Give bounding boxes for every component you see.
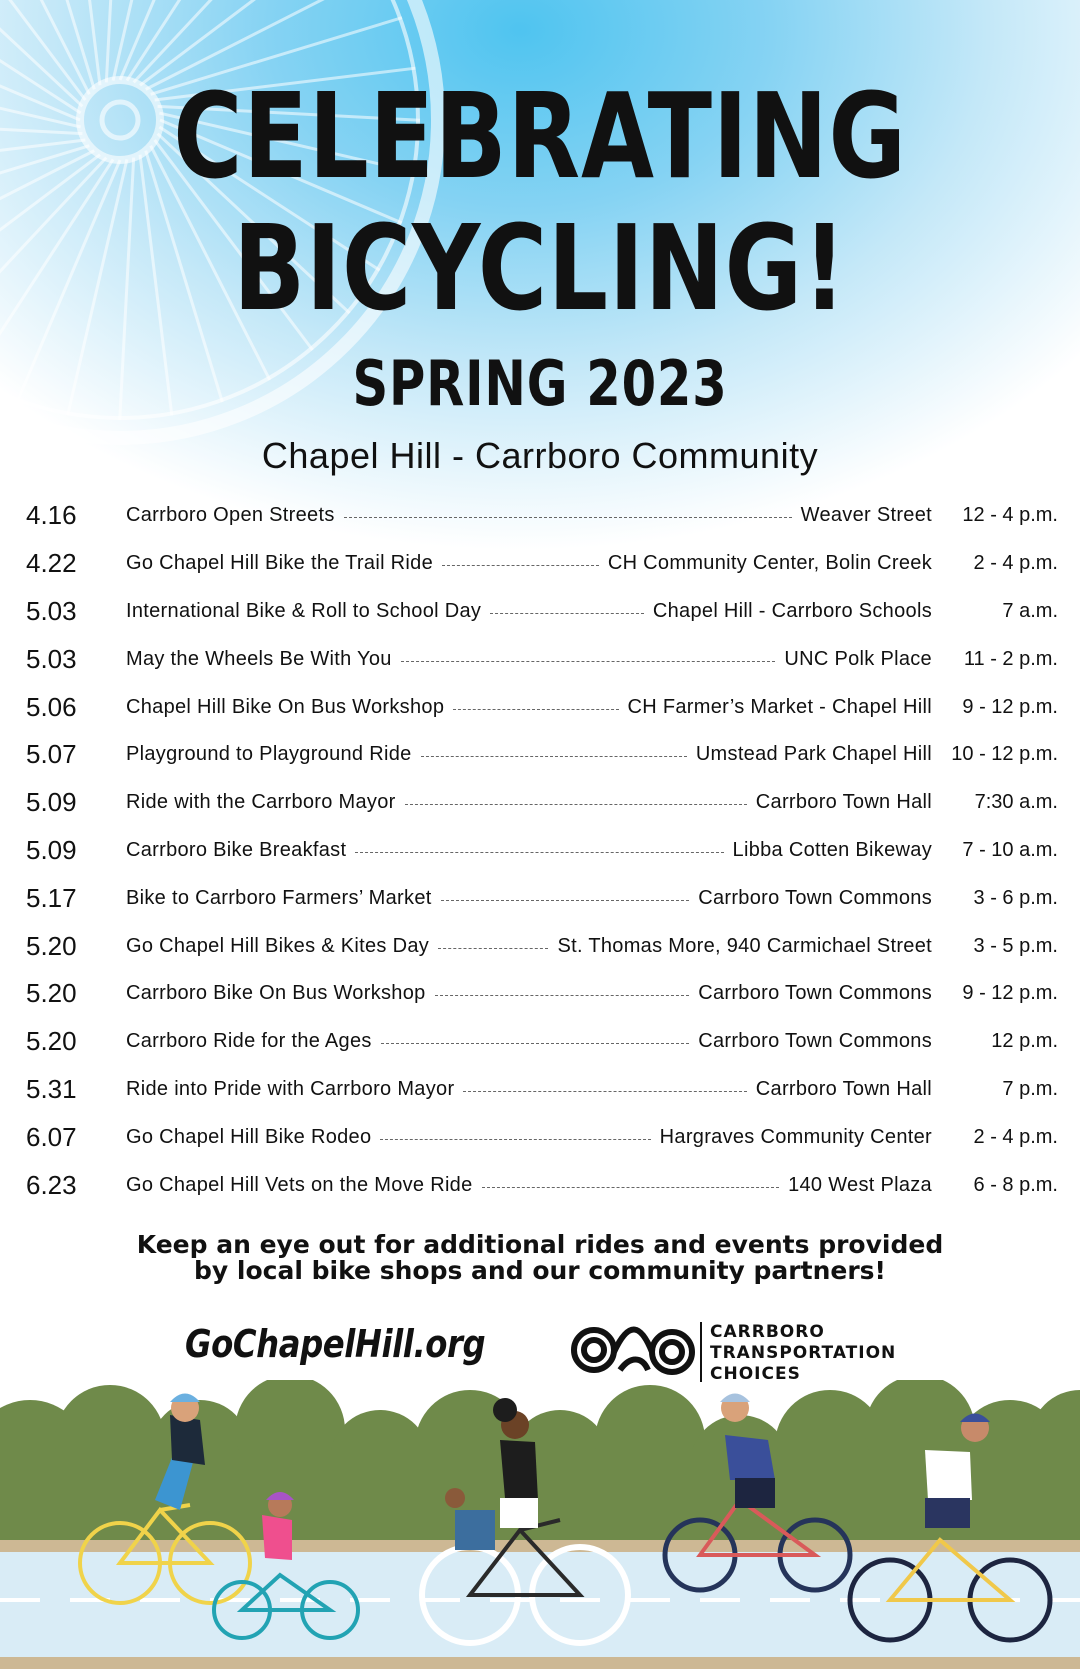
dotted-leader [355, 852, 723, 853]
event-location: Carrboro Town Hall [755, 791, 932, 814]
dotted-leader [435, 995, 690, 996]
event-location: CH Community Center, Bolin Creek [607, 552, 932, 575]
event-time: 2 - 4 p.m. [973, 1125, 1058, 1148]
event-row [26, 779, 1058, 827]
event-date: 5.31 [26, 1073, 77, 1104]
event-row [26, 922, 1058, 970]
event-date: 6.07 [26, 1121, 77, 1152]
event-time: 7 - 10 a.m. [962, 838, 1058, 861]
event-date: 6.23 [26, 1169, 77, 1200]
event-name: Playground to Playground Ride [126, 743, 412, 766]
event-date: 5.07 [26, 739, 77, 770]
event-time: 10 - 12 p.m. [951, 743, 1058, 766]
event-date: 5.17 [26, 882, 77, 913]
note-line-1: Keep an eye out for additional rides and events provided [136, 1230, 944, 1259]
event-location: CH Farmer’s Market - Chapel Hill [627, 695, 932, 718]
dotted-leader [380, 1139, 650, 1140]
event-time: 7 a.m. [1002, 599, 1058, 622]
event-row [26, 588, 1058, 636]
dotted-leader [453, 709, 618, 710]
event-location: Weaver Street [800, 504, 932, 527]
dotted-leader [405, 804, 747, 805]
event-row [26, 1113, 1058, 1161]
event-date: 5.03 [26, 595, 77, 626]
event-time: 3 - 6 p.m. [973, 886, 1058, 909]
event-row [26, 1066, 1058, 1114]
event-row [26, 492, 1058, 540]
dotted-leader [438, 948, 548, 949]
event-row [26, 540, 1058, 588]
event-row [26, 1018, 1058, 1066]
event-name: Go Chapel Hill Vets on the Move Ride [126, 1173, 473, 1196]
event-date: 5.20 [26, 978, 77, 1009]
event-location: 140 West Plaza [788, 1173, 932, 1196]
event-row [26, 683, 1058, 731]
event-name: Ride with the Carrboro Mayor [126, 791, 396, 814]
event-date: 5.03 [26, 643, 77, 674]
event-location: UNC Polk Place [784, 647, 932, 670]
community-subtitle: Chapel Hill - Carrboro Community [261, 435, 819, 476]
event-location: St. Thomas More, 940 Carmichael Street [557, 934, 932, 957]
event-row [26, 1161, 1058, 1209]
event-row [26, 970, 1058, 1018]
dotted-leader [381, 1043, 690, 1044]
event-name: Bike to Carrboro Farmers’ Market [126, 886, 432, 909]
logo-text: CARRBORO TRANSPORTATION CHOICES [710, 1322, 897, 1384]
dotted-leader [401, 661, 776, 662]
poster-title [108, 67, 972, 337]
event-time: 2 - 4 p.m. [973, 552, 1058, 575]
event-date: 5.06 [26, 691, 77, 722]
event-date: 5.20 [26, 1026, 77, 1057]
event-name: Go Chapel Hill Bike the Trail Ride [126, 552, 433, 575]
additional-events-note [0, 1232, 1080, 1284]
title-line-2: BICYCLING! [233, 199, 847, 337]
event-time: 3 - 5 p.m. [973, 934, 1058, 957]
logo-divider [700, 1322, 702, 1382]
event-time: 12 p.m. [991, 1030, 1058, 1053]
event-name: Ride into Pride with Carrboro Mayor [126, 1077, 455, 1100]
event-date: 5.09 [26, 834, 77, 865]
event-name: Carrboro Bike Breakfast [126, 838, 347, 861]
event-name: Carrboro Bike On Bus Workshop [126, 982, 426, 1005]
event-location: Carrboro Town Commons [698, 1030, 932, 1053]
dotted-leader [482, 1187, 780, 1188]
event-row [26, 874, 1058, 922]
note-line-2: by local bike shops and our community partners! [194, 1256, 886, 1285]
dotted-leader [463, 1091, 746, 1092]
event-name: Go Chapel Hill Bike Rodeo [126, 1125, 372, 1148]
event-time: 11 - 2 p.m. [963, 647, 1058, 670]
event-date: 5.09 [26, 787, 77, 818]
event-location: Chapel Hill - Carrboro Schools [652, 599, 932, 622]
cyclists-illustration [0, 1380, 1080, 1669]
event-date: 4.22 [26, 548, 77, 579]
event-location: Carrboro Town Hall [755, 1077, 932, 1100]
event-name: Carrboro Open Streets [126, 504, 335, 527]
event-location: Hargraves Community Center [659, 1125, 932, 1148]
event-name: International Bike & Roll to School Day [126, 599, 482, 622]
event-time: 9 - 12 p.m. [962, 982, 1058, 1005]
dotted-leader [421, 756, 687, 757]
event-name: May the Wheels Be With You [126, 647, 392, 670]
event-date: 4.16 [26, 500, 77, 531]
event-time: 6 - 8 p.m. [973, 1173, 1058, 1196]
event-location: Carrboro Town Commons [698, 886, 932, 909]
season-heading: SPRING 2023 [352, 347, 728, 420]
dotted-leader [441, 900, 690, 901]
event-schedule [26, 492, 1058, 1209]
event-name: Carrboro Ride for the Ages [126, 1030, 372, 1053]
event-name: Chapel Hill Bike On Bus Workshop [126, 695, 445, 718]
event-location: Libba Cotten Bikeway [732, 838, 932, 861]
event-row [26, 731, 1058, 779]
event-date: 5.20 [26, 930, 77, 961]
event-location: Carrboro Town Commons [698, 982, 932, 1005]
event-row [26, 635, 1058, 683]
carrboro-logo-icon [568, 1312, 698, 1388]
event-time: 7 p.m. [1002, 1077, 1058, 1100]
event-time: 12 - 4 p.m. [962, 504, 1058, 527]
dotted-leader [490, 613, 644, 614]
dotted-leader [442, 565, 599, 566]
event-name: Go Chapel Hill Bikes & Kites Day [126, 934, 430, 957]
event-location: Umstead Park Chapel Hill [695, 743, 932, 766]
event-row [26, 827, 1058, 875]
dotted-leader [344, 517, 792, 518]
website-link[interactable]: GoChapelHill.org [185, 1322, 486, 1366]
event-time: 9 - 12 p.m. [962, 695, 1058, 718]
event-time: 7:30 a.m. [974, 791, 1058, 814]
title-line-1: CELEBRATING [173, 67, 907, 205]
